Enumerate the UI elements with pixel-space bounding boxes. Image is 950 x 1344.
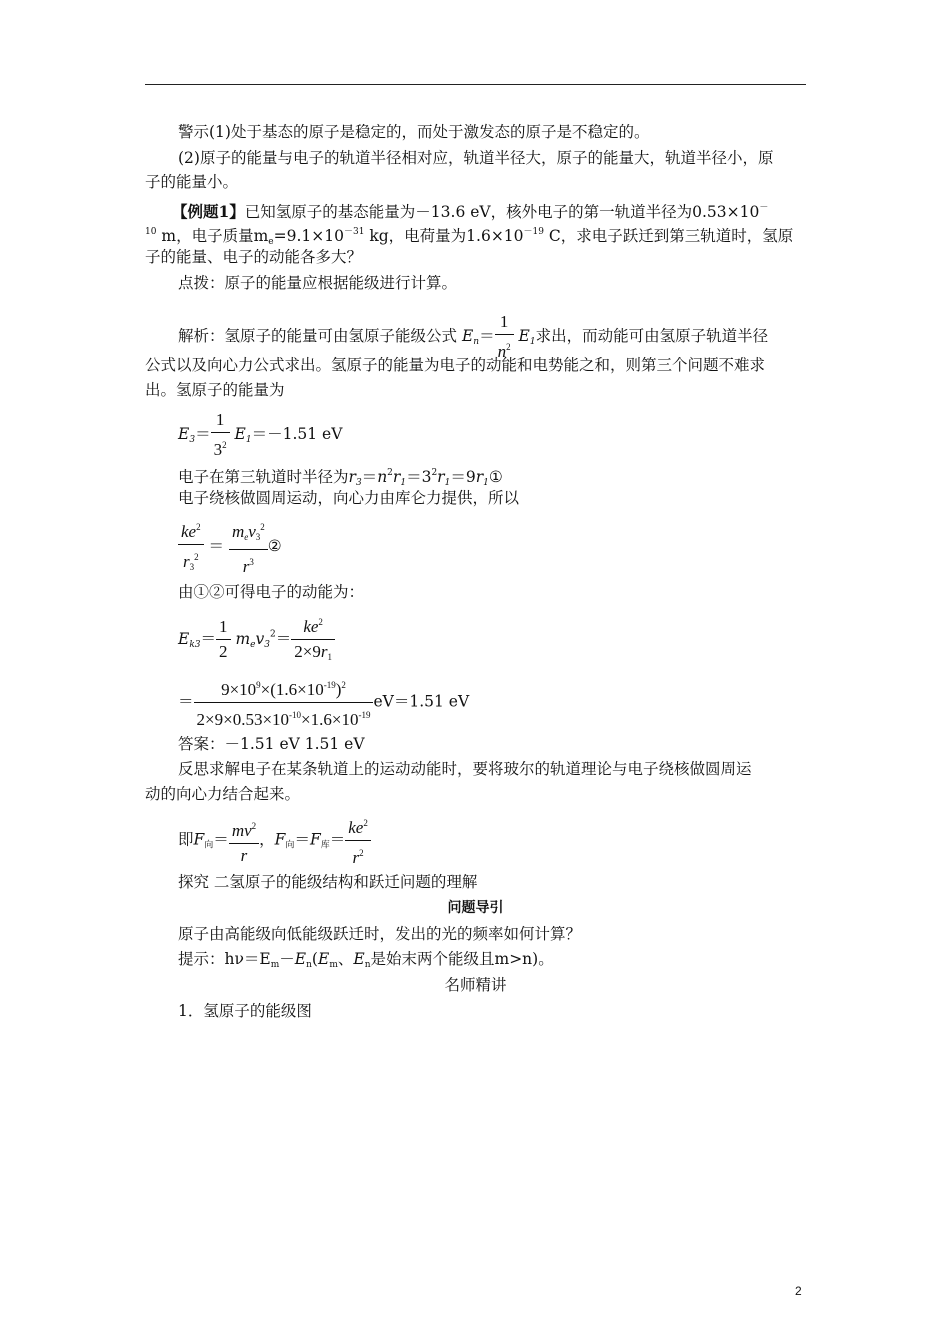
reflect-line-2: 动的向心力结合起来。	[145, 785, 301, 803]
circular-motion-line: 电子绕核做圆周运动，向心力由库仑力提供，所以	[178, 489, 520, 507]
reflect-line-1: 反思求解电子在某条轨道上的运动动能时，要将玻尔的轨道理论与电子绕核做圆周运	[178, 760, 752, 778]
analysis-line-2: 公式以及向心力公式求出。氢原子的能量为电子的动能和电势能之和，则第三个问题不难求	[145, 356, 766, 374]
answer-line: 答案：－1.51 eV 1.51 eV	[178, 735, 365, 753]
page-number: 2	[795, 1284, 802, 1298]
question-line: 原子由高能级向低能级跃迁时，发出的光的频率如何计算？	[178, 925, 582, 943]
force-relation-formula: 即$F_向=$ $\frac{mv^2}{r}$ ，$F_向=F_库=$ $\frac{ke^2}{r^2}$	[178, 813, 371, 868]
analysis-line-1: 解析：氢原子的能量可由氢原子能级公式 $E_n=$ $\frac{1}{n^2}$ $E_1$求出，而动能可由氢原子轨道半径	[178, 312, 769, 361]
guide-title: 问题导引	[447, 900, 504, 916]
coulomb-centripetal-equation: $\frac{ke^2}{r_3^2}$ ＝ $\frac{m_ev_3^2}{r^3}$ ②	[178, 517, 282, 577]
example-line-3: 子的能量、电子的动能各多大？	[145, 248, 363, 266]
analysis-line-3: 出。氢原子的能量为	[145, 381, 285, 399]
radius-line: 电子在第三轨道时半径为$r_3=n^2r_1=3^2r_1=9r_1①$	[178, 468, 503, 488]
fraction-1-over-n2: $\frac{1}{n^2}$	[495, 312, 514, 362]
warning-line-1: 警示(1)处于基态的原子是稳定的，而处于激发态的原子是不稳定的。	[178, 123, 650, 141]
energy-e3-formula: $E_3=$ $\frac{1}{3^2}$ $E_1=-1.51$ eV	[178, 410, 343, 459]
numeric-calculation: ＝ $\frac{9\times 10^9\times(1.6\times 10^{-19})^2}{2\times 9\times 0.53\times 10^{-10}\times 1.6\times 10^{-19}}$ eV＝1.51 eV	[178, 675, 469, 730]
section-1-heading: 1．氢原子的能级图	[178, 1002, 312, 1020]
from-line: 由①②可得电子的动能为：	[178, 583, 365, 601]
example-text-a: 已知氢原子的基态能量为－13.6 eV，核外电子的第一轨道半径为0.53×10	[244, 203, 760, 221]
teacher-title: 名师精讲	[444, 976, 507, 994]
header-rule	[145, 84, 806, 85]
explore-heading: 探究 二氢原子的能级结构和跃迁问题的理解	[178, 873, 478, 891]
example-line-1: 【例题1】已知氢原子的基态能量为－13.6 eV，核外电子的第一轨道半径为0.53×10－	[172, 202, 769, 221]
kinetic-energy-formula: $E_{k3}=$ $\frac{1}{2}$ $m_ev_3^2=$ $\frac{ke^2}{2\times 9r_1}$	[178, 612, 335, 667]
example-line-2: $^{10}$ m，电子质量$m_e=9.1\times 10^{-31}$ kg，电荷量为$1.6\times 10^{-19}$ C，求电子跃迁到第三轨道时，氢原	[145, 227, 794, 247]
example-label: 【例题1】	[172, 202, 245, 221]
hint-line: 点拨：原子的能量应根据能级进行计算。	[178, 274, 458, 292]
warning-line-2a: (2)原子的能量与电子的轨道半径相对应，轨道半径大，原子的能量大，轨道半径小，原	[178, 149, 774, 167]
warning-line-2b: 子的能量小。	[145, 173, 239, 191]
tip-line: 提示：$h\nu=E_m-E_n(E_m$、$E_n$是始末两个能级且m>n)。	[178, 950, 554, 970]
